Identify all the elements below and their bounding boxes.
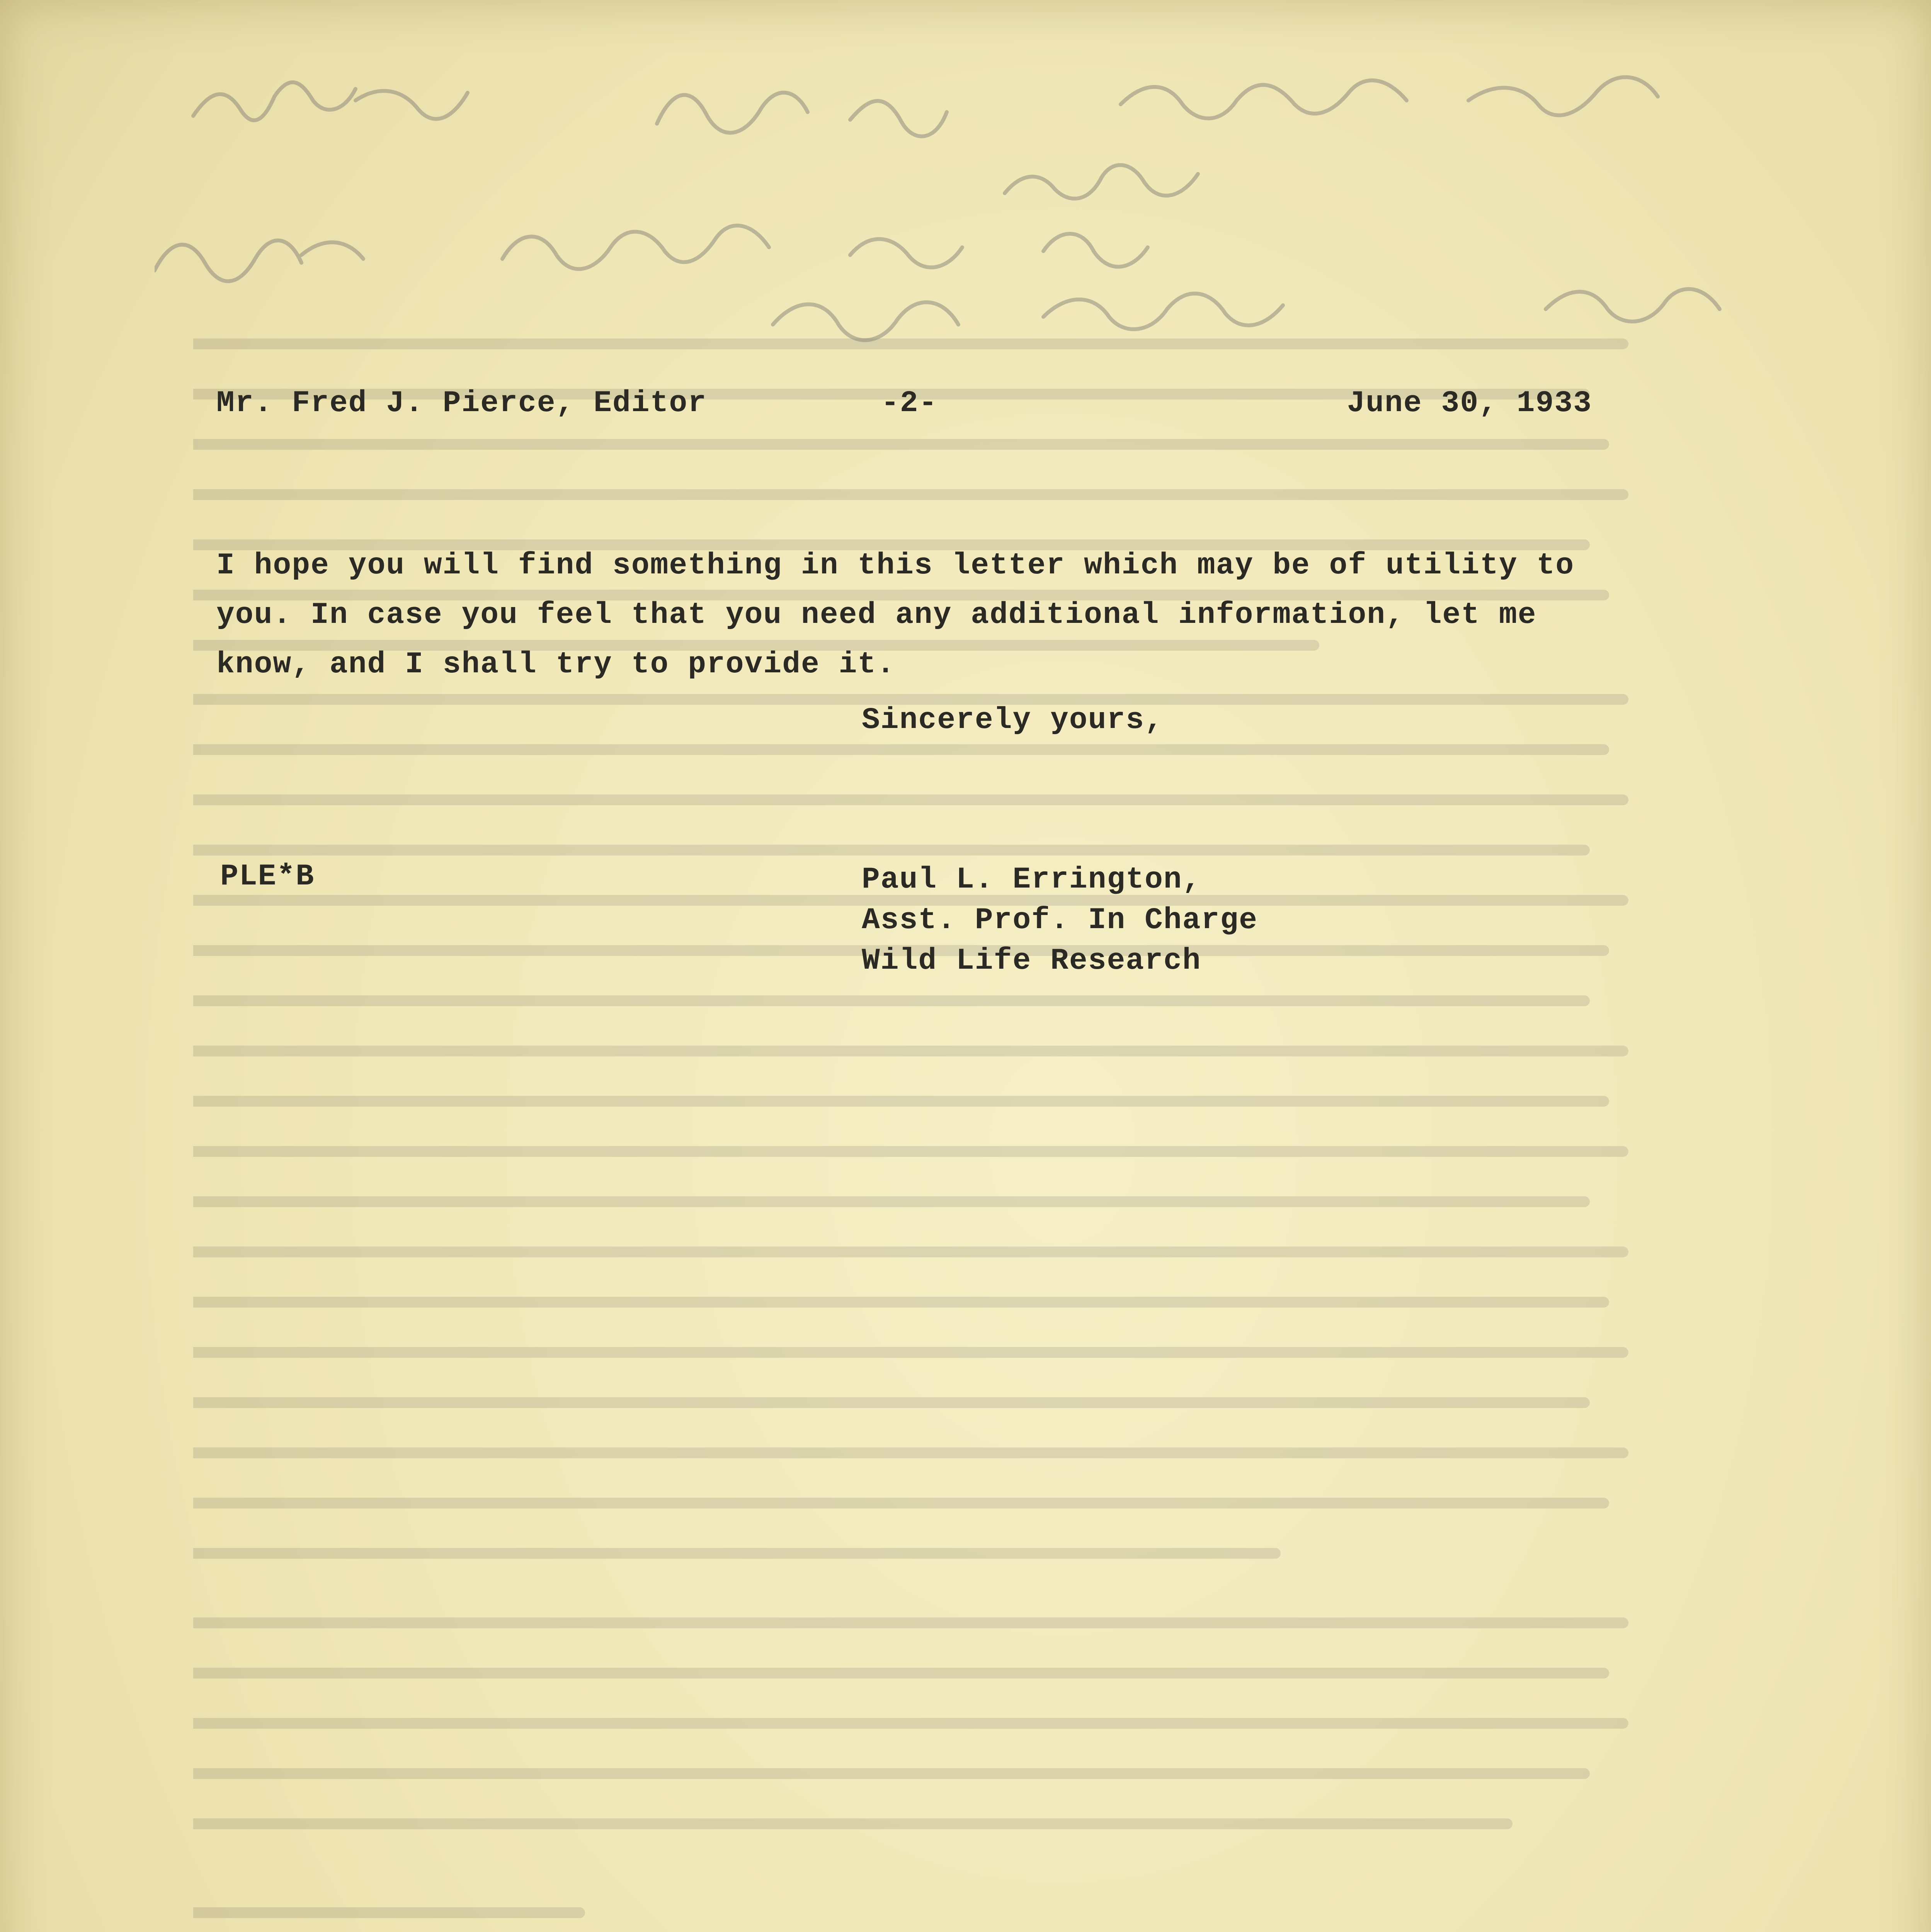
page-number: -2- [881, 386, 938, 420]
signer-department: Wild Life Research [862, 944, 1201, 978]
typist-initials: PLE*B [220, 860, 315, 894]
signature-block [862, 860, 1258, 981]
body-line: you. In case you feel that you need any additional information, let me [216, 598, 1537, 632]
letter-body [216, 541, 1608, 689]
addressee: Mr. Fred J. Pierce, Editor [216, 386, 707, 420]
letter-date: June 30, 1933 [1347, 386, 1592, 420]
pencil-annotations [155, 54, 1894, 348]
closing: Sincerely yours, [862, 703, 1164, 737]
signer-title: Asst. Prof. In Charge [862, 903, 1258, 937]
letter-header [216, 386, 1592, 429]
body-line: I hope you will find something in this letter which may be of utility to [216, 549, 1575, 583]
body-line: know, and I shall try to provide it. [216, 648, 896, 682]
signer-name: Paul L. Errington, [862, 863, 1201, 897]
